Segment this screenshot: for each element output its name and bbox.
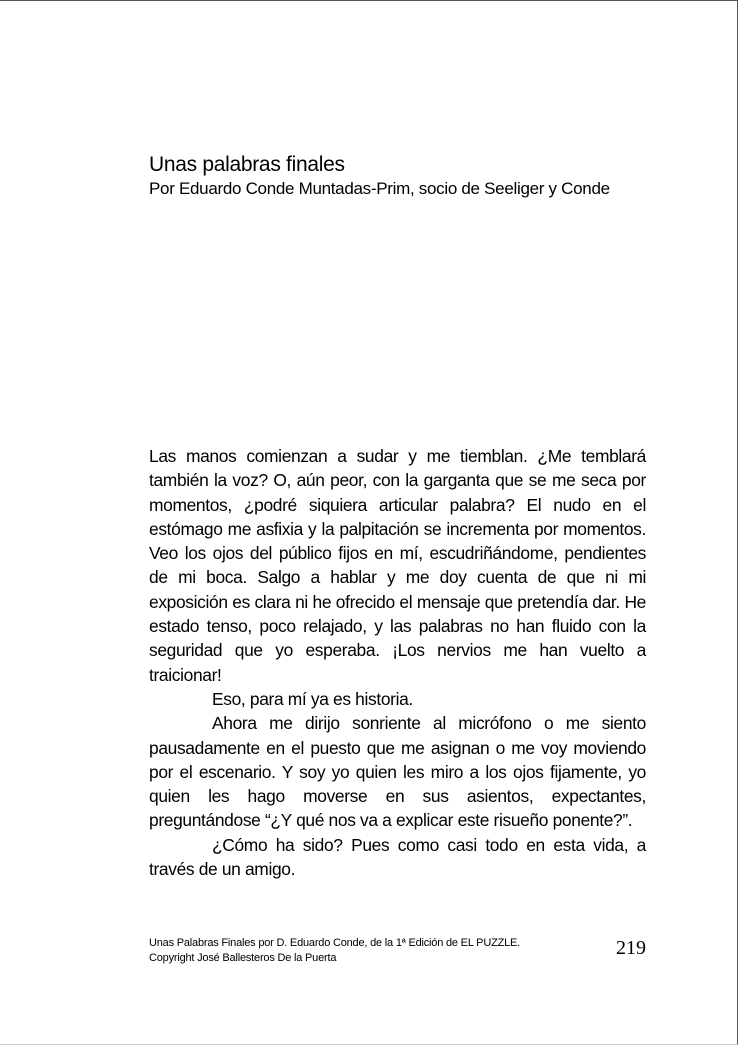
paragraph-1: Las manos comienzan a sudar y me tiemblan. ¿Me temblará también la voz? O, aún peor, con la garganta que se me seca por momentos, ¿podré siquiera articular palabra? El nudo en el estómago me asfixia y la palpitación se incrementa por momentos. Veo los ojos del público fijos en mí, escudriñándome, pendientes de mi boca. Salgo a hablar y me doy cuenta de que ni mi exposición es clara ni he ofrecido el mensaje que pretendía dar. He estado tenso, poco relajado, y las palabras no han fluido con la seguridad que yo esperaba. ¡Los nervios me han vuelto a traicionar!	[149, 446, 646, 685]
paragraph-2: Eso, para mí ya es historia.	[212, 688, 413, 709]
page-footer	[149, 936, 646, 966]
footer-edition-note: Unas Palabras Finales por D. Eduardo Conde, de la 1ª Edición de EL PUZZLE.	[149, 937, 521, 949]
footer-copyright: Copyright José Ballesteros De la Puerta	[149, 952, 337, 964]
page-number: 219	[616, 937, 646, 959]
body-text	[149, 444, 646, 881]
paragraph-4: ¿Cómo ha sido? Pues como casi todo en esta vida, a través de un amigo.	[149, 834, 646, 880]
chapter-author-line: Por Eduardo Conde Muntadas-Prim, socio de Seeliger y Conde	[149, 179, 610, 198]
chapter-heading	[149, 152, 649, 200]
chapter-title: Unas palabras finales	[149, 153, 345, 176]
paragraph-3: Ahora me dirijo sonriente al micrófono o me siento pausadamente en el puesto que me asignan o me voy moviendo por el escenario. Y soy yo quien les miro a los ojos fijamente, yo quien les hago moverse en sus asientos, expectantes, preguntándose “¿Y qué nos va a explicar este risueño ponente?”.	[149, 713, 646, 831]
